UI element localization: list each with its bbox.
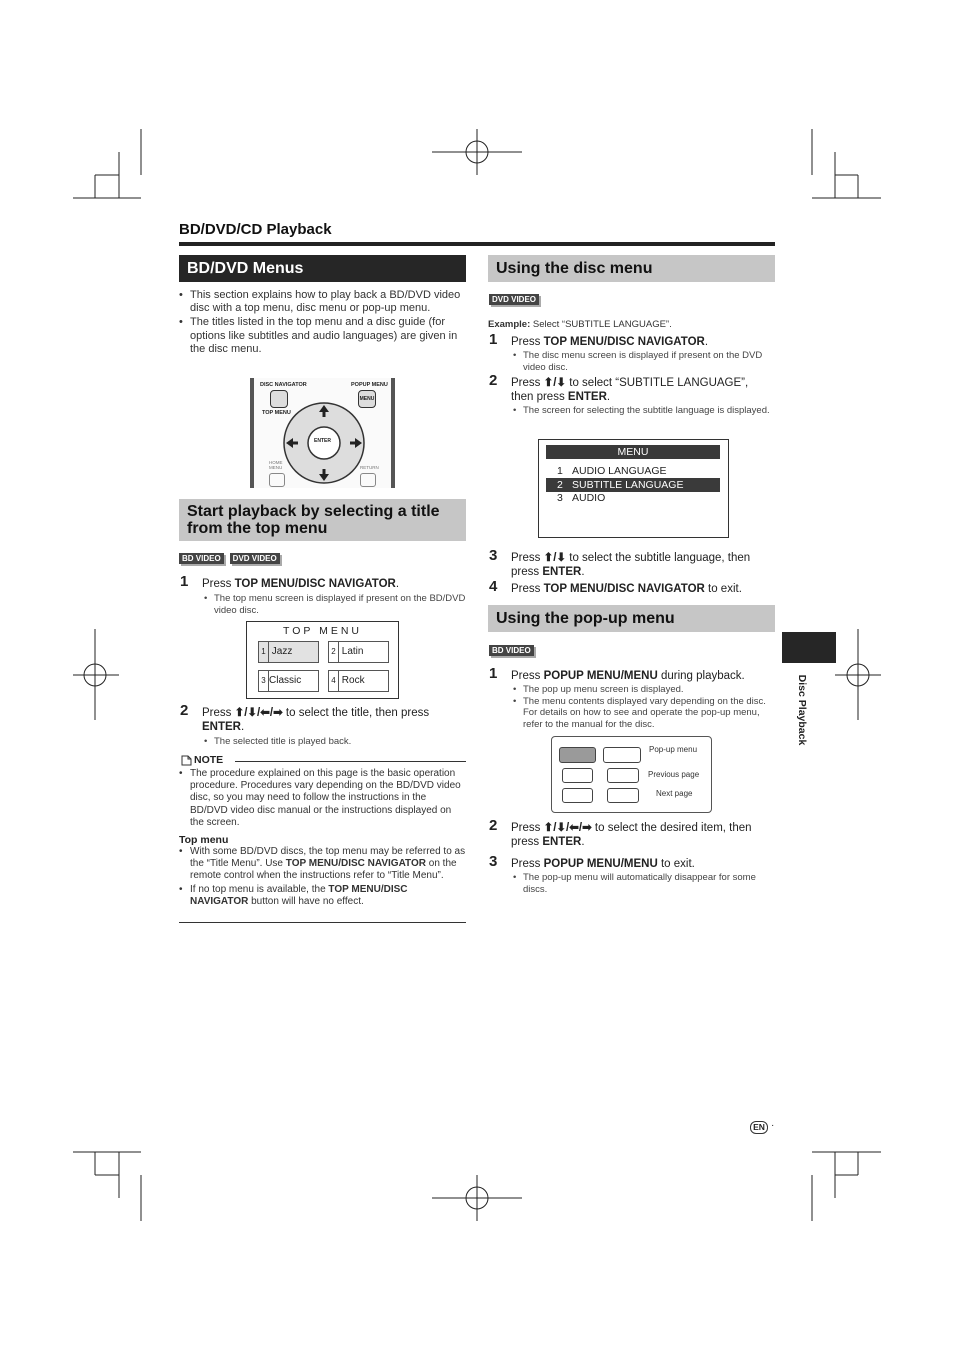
note-header — [179, 754, 466, 768]
popup-item[interactable] — [562, 768, 593, 783]
popup-item[interactable] — [607, 768, 639, 783]
home-button — [269, 473, 285, 487]
menu-item[interactable]: 1 Jazz — [258, 641, 319, 663]
language-badge: EN — [750, 1121, 768, 1134]
bd-video-tag: BD VIDEO — [179, 553, 224, 564]
popup-menu-caption: Pop-up menu — [649, 745, 698, 754]
left-step-2: 2 Press ⬆/⬇/⬅/➡ to select the title, then press ENTER. • The selected title is played back. — [202, 706, 466, 748]
dvd-video-tag: DVD VIDEO — [489, 294, 539, 305]
popup-step-1: 1 Press POPUP MENU/MENU during playback. • The pop up menu screen is displayed. • The menu contents displayed vary depending on the disc. For details on how to see and operate the pop-up menu, refer to the manual for the disc. — [511, 669, 773, 730]
popup-step-3: 3 Press POPUP MENU/MENU to exit. • The pop-up menu will automatically disappear for some discs. — [511, 857, 773, 895]
menu-item-selected[interactable]: 2 SUBTITLE LANGUAGE — [546, 478, 720, 492]
disc-step-2: 2 Press ⬆/⬇ to select “SUBTITLE LANGUAGE”, then press ENTER. • The screen for selecting the subtitle language is displayed. — [511, 376, 773, 417]
return-label: RETURN — [360, 465, 379, 470]
enter-label: ENTER — [314, 438, 331, 444]
popup-item[interactable] — [562, 788, 593, 803]
bd-video-tag: BD VIDEO — [489, 645, 534, 656]
disc-step-1-note: • The disc menu screen is displayed if present on the DVD video disc. — [513, 350, 773, 373]
intro-item: • This section explains how to play back a BD/DVD video disc with a top menu, disc menu or pop-up menu. — [179, 289, 466, 315]
popup-step-3-note: • The pop-up menu will automatically disappear for some discs. — [513, 872, 773, 895]
section-header: BD/DVD/CD Playback — [179, 221, 332, 238]
popup-step-1-note: • The menu contents displayed vary depending on the disc. For details on how to see and operate the pop-up menu, refer to the manual for the disc. — [513, 696, 773, 731]
disc-menu-screen-title: MENU — [546, 445, 720, 459]
menu-item[interactable]: 4 Rock — [328, 670, 389, 692]
home-menu-label: HOME MENU — [269, 460, 283, 470]
top-menu-screen — [246, 621, 399, 699]
disc-menu-tags — [489, 289, 545, 307]
dvd-video-tag: DVD VIDEO — [230, 553, 280, 564]
menu-item[interactable]: 2 Latin — [328, 641, 389, 663]
note-icon — [181, 755, 192, 766]
footer-dot: · — [771, 1120, 775, 1131]
previous-page-caption: Previous page — [648, 770, 700, 779]
side-tab-label: Disc Playback — [796, 674, 808, 746]
disc-step-3: 3 Press ⬆/⬇ to select the subtitle language, then press ENTER. — [489, 547, 751, 578]
note-body — [179, 768, 466, 908]
side-tab-block — [782, 632, 836, 663]
return-button — [360, 473, 376, 487]
note-label: NOTE — [194, 754, 224, 766]
arrow-keys-icon: ⬆/⬇ — [543, 377, 567, 389]
popup-menu-label: POPUP MENU — [351, 382, 388, 388]
top-menu-screen-title: TOP MENU — [282, 625, 363, 637]
popup-selected-item[interactable] — [559, 747, 596, 763]
menu-item[interactable]: 1 AUDIO LANGUAGE — [557, 465, 667, 477]
left-step-1: 1 Press TOP MENU/DISC NAVIGATOR. • The top menu screen is displayed if present on the BD/DVD video disc. — [202, 577, 466, 616]
left-step-2-note: • The selected title is played back. — [204, 736, 466, 748]
disc-menu-heading: Using the disc menu — [488, 255, 775, 282]
intro-list — [179, 289, 466, 357]
popup-menu-button: MENU — [358, 390, 376, 408]
example-line: Example: Select “SUBTITLE LANGUAGE”. — [488, 319, 672, 330]
arrow-keys-icon: ⬆/⬇/⬅/➡ — [234, 707, 283, 719]
remote-illustration — [250, 378, 395, 488]
popup-item[interactable] — [603, 747, 641, 763]
intro-item: • The titles listed in the top menu and a disc guide (for options like subtitles and audio languages) are given in the disc menu. — [179, 316, 466, 356]
left-step-1-note: • The top menu screen is displayed if present on the BD/DVD video disc. — [204, 593, 466, 616]
popup-menu-screen — [551, 736, 712, 813]
popup-step-1-note: • The pop up menu screen is displayed. — [513, 684, 773, 696]
disc-menu-screen — [538, 439, 729, 538]
note-bottom-rule — [179, 922, 466, 923]
note-item: • With some BD/DVD discs, the top menu may be referred to as the “Title Menu”. Use TOP MENU/DISC NAVIGATOR on the remote control when the instructions refer to “Title Menu”. — [179, 846, 466, 883]
start-playback-heading: Start playback by selecting a title from the top menu — [179, 499, 466, 541]
menu-item[interactable]: 3 Classic — [258, 670, 319, 692]
top-menu-subheading: Top menu — [179, 834, 229, 847]
disc-step-1: 1 Press TOP MENU/DISC NAVIGATOR. • The disc menu screen is displayed if present on the DVD video disc. — [511, 335, 773, 373]
menu-item[interactable]: 3 AUDIO — [557, 492, 606, 504]
next-page-caption: Next page — [656, 789, 693, 798]
disc-step-4: 4 Press TOP MENU/DISC NAVIGATOR to exit. — [489, 578, 742, 595]
disc-navigator-label: DISC NAVIGATOR — [260, 382, 307, 388]
disc-step-2-note: • The screen for selecting the subtitle language is displayed. — [513, 405, 773, 417]
popup-menu-heading: Using the pop-up menu — [488, 605, 775, 632]
popup-item[interactable] — [607, 788, 639, 803]
note-item: • If no top menu is available, the TOP MENU/DISC NAVIGATOR button will have no effect. — [179, 884, 466, 908]
note-item: • The procedure explained on this page is the basic operation procedure. Procedures vary depending on the BD/DVD video disc, so you may need to follow the instructions in the BD/DVD video disc manual or the instructions displayed on the screen. — [179, 768, 466, 829]
popup-tags — [489, 640, 540, 658]
bd-dvd-menus-heading: BD/DVD Menus — [179, 255, 466, 282]
header-rule — [179, 242, 775, 246]
top-menu-label: TOP MENU — [262, 410, 291, 416]
arrow-keys-icon: ⬆/⬇/⬅/➡ — [543, 822, 592, 834]
arrow-keys-icon: ⬆/⬇ — [543, 552, 567, 564]
popup-step-2: 2 Press ⬆/⬇/⬅/➡ to select the desired item, then press ENTER. — [489, 817, 752, 848]
format-tags — [179, 548, 286, 566]
